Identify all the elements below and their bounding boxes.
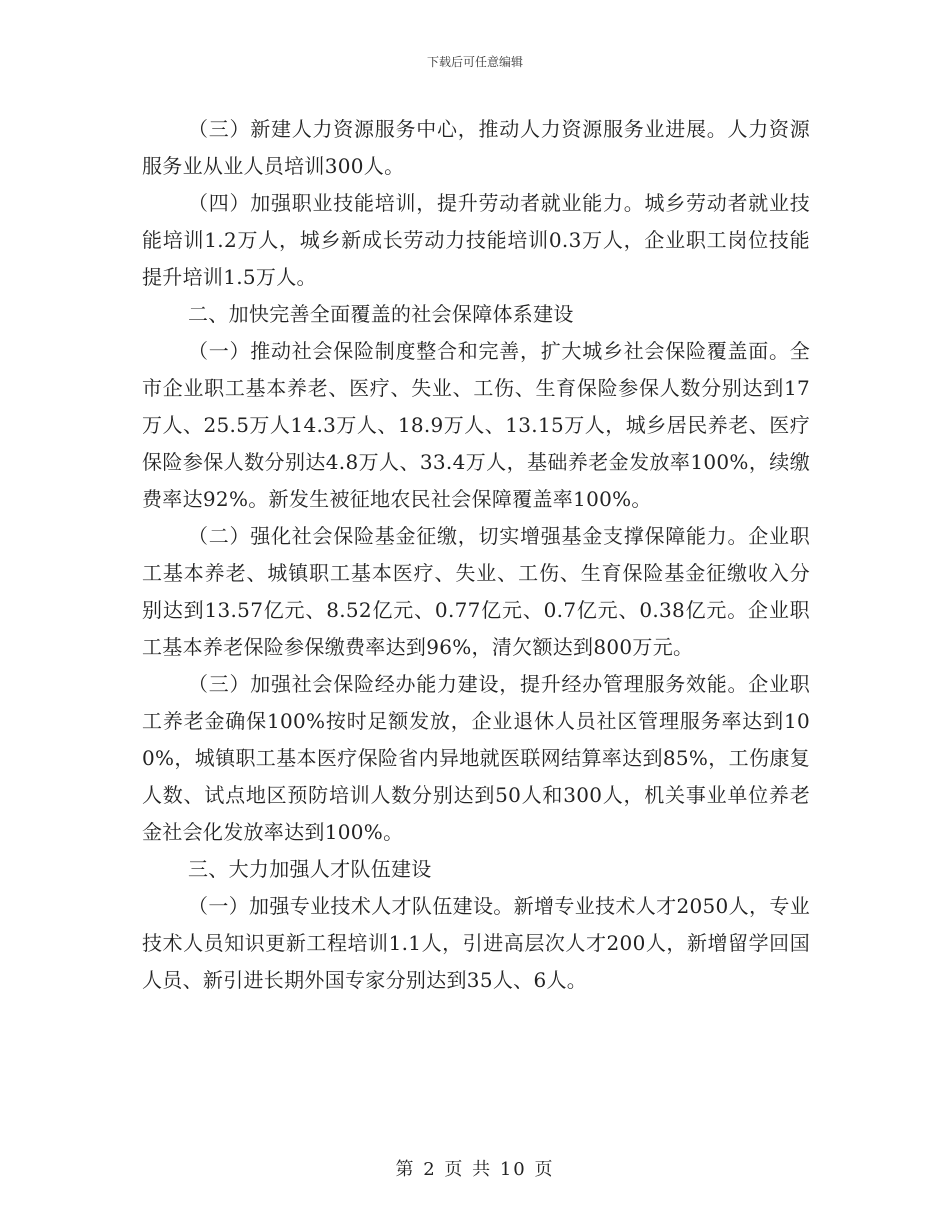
paragraph-vocational-training: （四）加强职业技能培训，提升劳动者就业能力。城乡劳动者就业技能培训1.2万人，城乡新成长劳动力技能培训0.3万人，企业职工岗位技能提升培训1.5万人。: [142, 191, 810, 289]
page-header: 下载后可任意编辑: [426, 55, 523, 69]
paragraph-professional-talent: （一）加强专业技术人才队伍建设。新增专业技术人才2050人，专业技术人员知识更新工程培训1.1人，引进高层次人才200人，新增留学回国人员、新引进长期外国专家分别达到35人、6人。: [142, 894, 810, 992]
page-number: 第 2 页 共 10 页: [395, 1159, 555, 1180]
document-body: [142, 111, 810, 999]
paragraph-hr-service-center: （三）新建人力资源服务中心，推动人力资源服务业进展。人力资源服务业从业人员培训300人。: [142, 117, 810, 178]
paragraph-fund-collection: （二）强化社会保险基金征缴，切实增强基金支撑保障能力。企业职工基本养老、城镇职工基本医疗、失业、工伤、生育保险基金征缴收入分别达到13.57亿元、8.52亿元、0.77亿元、0.7亿元、0.38亿元。企业职工基本养老保险参保缴费率达到96%，清欠额达到800万元。: [142, 524, 810, 659]
paragraph-insurance-coverage: （一）推动社会保险制度整合和完善，扩大城乡社会保险覆盖面。全市企业职工基本养老、医疗、失业、工伤、生育保险参保人数分别达到17万人、25.5万人14.3万人、18.9万人、13.15万人，城乡居民养老、医疗保险参保人数分别达4.8万人、33.4万人，基础养老金发放率100%，续缴费率达92%。新发生被征地农民社会保障覆盖率100%。: [142, 339, 810, 511]
section-heading-social-security: 二、加快完善全面覆盖的社会保障体系建设: [188, 302, 574, 326]
section-heading-talent: 三、大力加强人才队伍建设: [188, 857, 432, 881]
paragraph-service-capacity: （三）加强社会保险经办能力建设，提升经办管理服务效能。企业职工养老金确保100%按时足额发放，企业退休人员社区管理服务率达到100%，城镇职工基本医疗保险省内异地就医联网结算率达到85%，工伤康复人数、试点地区预防培训人数分别达到50人和300人，机关事业单位养老金社会化发放率达到100%。: [142, 672, 810, 844]
